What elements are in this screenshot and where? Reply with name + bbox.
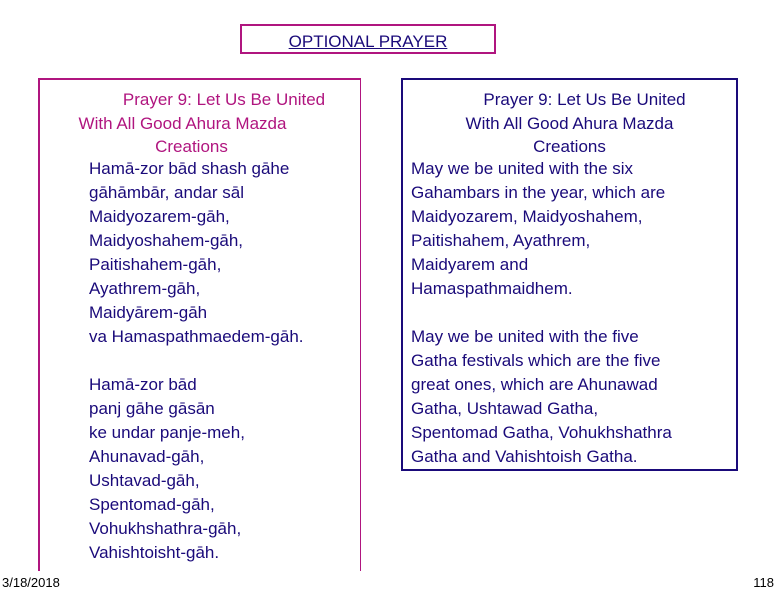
verse-line: Ayathrem-gāh, [89, 279, 201, 298]
verse-line: ke undar panje-meh, [89, 423, 245, 442]
verse-line: Vahishtoisht-gāh. [89, 543, 220, 562]
left-heading-line: With All Good Ahura Mazda [78, 113, 287, 133]
verse-line: Maidyozarem-gāh, [89, 207, 230, 226]
verse-line: Ahunavad-gāh, [89, 447, 205, 466]
right-heading-line: With All Good Ahura Mazda [465, 113, 674, 133]
footer-date: 3/18/2018 [2, 575, 60, 590]
verse-line: Maidyarem and [411, 255, 529, 274]
verse-line: Hamaspathmaidhem. [411, 279, 573, 298]
verse-line: Vohukhshathra-gāh, [89, 519, 242, 538]
verse-line: Maidyozarem, Maidyoshahem, [411, 207, 643, 226]
right-heading [403, 88, 736, 159]
verse-line: Paitishahem, Ayathrem, [411, 231, 591, 250]
left-stanza-2 [89, 373, 245, 565]
verse-line: Spentomad Gatha, Vohukhshathra [411, 423, 672, 442]
left-heading-line: Creations [155, 137, 228, 156]
verse-line: Paitishahem-gāh, [89, 255, 222, 274]
right-stanza-1 [411, 157, 665, 301]
verse-line: panj gāhe gāsān [89, 399, 215, 418]
slide-title: OPTIONAL PRAYER [288, 32, 448, 51]
verse-line: Hamā-zor bād shash gāhe [89, 159, 290, 178]
verse-line: Spentomad-gāh, [89, 495, 215, 514]
left-heading [40, 88, 363, 159]
verse-line: Ushtavad-gāh, [89, 471, 200, 490]
left-heading-line: Prayer 9: Let Us Be United [122, 90, 326, 109]
verse-line: Gatha, Ushtawad Gatha, [411, 399, 599, 418]
right-stanza-2 [411, 325, 672, 469]
translation-panel [401, 78, 738, 471]
right-heading-line: Prayer 9: Let Us Be United [483, 90, 686, 109]
right-heading-line: Creations [533, 137, 606, 156]
verse-line: Gatha festivals which are the five [411, 351, 661, 370]
verse-line: Maidyārem-gāh [89, 303, 208, 322]
page-number: 118 [753, 575, 774, 590]
verse-line: May we be united with the six [411, 159, 634, 178]
transliteration-panel [38, 78, 361, 571]
verse-line: gāhāmbār, andar sāl [89, 183, 244, 202]
verse-line: May we be united with the five [411, 327, 639, 346]
left-stanza-1 [89, 157, 304, 349]
verse-line: Hamā-zor bād [89, 375, 197, 394]
verse-line: Maidyoshahem-gāh, [89, 231, 244, 250]
verse-line: Gahambars in the year, which are [411, 183, 666, 202]
verse-line: Gatha and Vahishtoish Gatha. [411, 447, 638, 466]
verse-line: va Hamaspathmaedem-gāh. [89, 327, 304, 346]
title-box [240, 24, 496, 54]
verse-line: great ones, which are Ahunawad [411, 375, 658, 394]
